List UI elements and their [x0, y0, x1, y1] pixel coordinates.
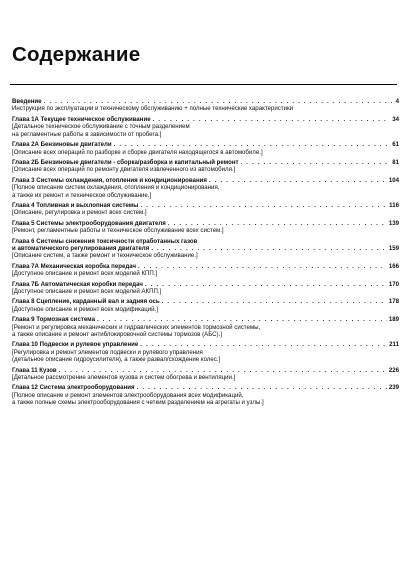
toc-entry-row [12, 367, 399, 374]
toc-entry-row [12, 177, 399, 184]
toc-entry-row [12, 263, 399, 270]
toc-entry[interactable] [12, 316, 399, 338]
toc-entry-description: [Детальное техническое обслуживание с точным разделением [12, 123, 190, 131]
dot-leader [140, 341, 387, 348]
toc-entry-description: [Регулировка и ремонт элементов подвески и рулевого управления [12, 348, 203, 356]
toc-entry-row [12, 281, 399, 288]
toc-page-number: 159 [388, 245, 399, 253]
toc-entry-description: [Описание всех операций по разборке и сборке двигателя находящегося в автомобиле.] [12, 148, 263, 156]
toc-entry-description: а также их ремонт и техническое обслуживание.] [12, 191, 152, 199]
page-title: Содержание [12, 43, 141, 66]
toc-entry-heading: Глава 12 Система электрооборудования [12, 384, 135, 392]
toc-entry-description: [Полное описание систем охлаждения, отопления и кондиционирования, [12, 184, 220, 192]
toc-entry[interactable] [12, 263, 399, 278]
toc-entry-row [12, 159, 399, 166]
toc-entry[interactable] [12, 202, 399, 217]
toc-entry-heading: Глава 7Б Автоматическая коробки передач [12, 280, 143, 288]
toc-entry-heading: Глава 9 Тормозная система [12, 316, 95, 324]
toc-page-number: 34 [392, 116, 399, 124]
toc-entry-description: (детальное описание гидроусилителя), а также развал/схождение колес.] [12, 356, 221, 364]
toc-page-number: 139 [388, 219, 399, 227]
dot-leader [114, 141, 391, 148]
toc-entry-description: а также описание и ремонт антиблокировочной системы тормозов (АБС).] [12, 330, 222, 338]
toc-entry-heading: Глава 7А Механическая коробка передач [12, 262, 137, 270]
toc-entry-description: [Детальное рассмотрение элементов кузова и систем обогрева и вентиляции.] [12, 373, 236, 381]
toc-page-number: 226 [388, 366, 399, 374]
toc-entry-heading: Глава 5 Системы электрооборудования двигателя [12, 219, 166, 227]
toc-entry-description: [Ремонт и регулировка механических и гидравлических элементов тормозной системы, [12, 323, 261, 331]
toc-entry-heading: Глава 8 Сцепление, карданный вал и задняя ось [12, 298, 160, 306]
toc-page-number: 116 [389, 202, 399, 210]
toc-entry-heading: Глава 2А Бензиновые двигатели [12, 141, 112, 149]
toc-page-number: 81 [392, 159, 399, 167]
toc-entry-row [12, 98, 399, 105]
toc-entry-row [12, 298, 399, 305]
dot-leader [59, 367, 387, 374]
title-divider [10, 84, 397, 85]
toc-entry-description: [Описание систем, а также ремонт и техническое обслуживание.] [12, 252, 198, 260]
toc-entry-row [12, 202, 399, 209]
toc-entry[interactable] [12, 298, 399, 313]
toc-entry[interactable] [12, 98, 399, 113]
toc-page-number: 61 [392, 141, 399, 149]
toc-page-number: 211 [389, 341, 399, 349]
toc-entry-description: а также полные схемы электрооборудования с четким разделением на агрегаты и узлы.] [12, 398, 264, 406]
toc-entry-description: [Полное описание и ремонт элементов электрооборудования всех модификаций, [12, 391, 244, 399]
dot-leader [241, 159, 391, 166]
dot-leader [44, 98, 394, 105]
toc-entry-heading: Глава 10 Подвески и рулевое управление [12, 341, 139, 349]
toc-entry-heading: Глава 6 Системы снижения токсичности отработанных газов [12, 237, 198, 245]
dot-leader [145, 281, 387, 288]
toc-entry-heading: Введение [12, 98, 42, 105]
dot-leader [138, 263, 387, 270]
toc-page-number: 170 [388, 280, 399, 288]
toc-page-number: 104 [388, 176, 399, 184]
toc-page-number: 166 [388, 262, 399, 270]
dot-leader [137, 384, 387, 391]
toc-entry-description: [Доступное описание и ремонт всех модификаций.] [12, 305, 158, 313]
toc-entry[interactable] [12, 220, 399, 235]
toc-page-number: 239 [388, 384, 399, 392]
dot-leader [162, 298, 387, 305]
toc-entry[interactable] [12, 238, 399, 260]
dot-leader [153, 116, 391, 123]
toc-entry[interactable] [12, 177, 399, 199]
dot-leader [168, 220, 387, 227]
toc-entry-heading: Глава 4 Топливная и выхлопная системы [12, 202, 139, 210]
toc-entry-row [12, 116, 399, 123]
toc-entry-row [12, 384, 399, 391]
toc-entry-heading: и автоматического регулирования двигателя [12, 245, 150, 253]
toc-entry-row [12, 245, 399, 252]
toc-entry-row [12, 220, 399, 227]
toc-entry-description: [Описание, регулировка и ремонт всех систем.] [12, 209, 147, 217]
toc-entry-heading: Глава 2Б Бензиновые двигатели - сборка/разборка и капитальный ремонт [12, 159, 239, 167]
toc-entry[interactable] [12, 116, 399, 138]
toc-page-number: 4 [395, 98, 399, 105]
dot-leader [209, 177, 387, 184]
toc-entry-description: [Описание всех операций по ремонту двигателя извлеченного из автомобиля.] [12, 166, 236, 174]
toc-entry[interactable] [12, 281, 399, 296]
toc-entry[interactable] [12, 341, 399, 363]
toc-entry[interactable] [12, 367, 399, 382]
toc-entry-description: на регламентные работы в зависимости от пробега.] [12, 130, 162, 138]
toc-entry-heading: Глава 1А Текущее техническое обслуживание [12, 116, 151, 124]
toc-page-number: 189 [388, 316, 399, 324]
dot-leader [140, 202, 387, 209]
dot-leader [151, 245, 387, 252]
toc-entry-heading: Глава 11 Кузов [12, 366, 57, 374]
toc-entry-description: Инструкция по эксплуатации и техническому обслуживанию + полные технические характеристики [12, 105, 294, 113]
toc-entry-heading: Глава 3 Системы охлаждения, отопления и кондиционирования [12, 176, 207, 184]
toc-entry-row [12, 341, 399, 348]
toc-entry-description: [Доступное описание и ремонт всех моделей КПП.] [12, 270, 158, 278]
toc-entry[interactable] [12, 159, 399, 174]
toc-entry[interactable] [12, 384, 399, 406]
toc-entry-description: [Доступное описание и ремонт всех моделей АКПП.] [12, 287, 162, 295]
toc-entry-row [12, 316, 399, 323]
toc-page-number: 178 [388, 298, 399, 306]
toc-entry-description: [Ремонт, регламентные работы и техническое обслуживание всех систем.] [12, 227, 224, 235]
toc-entry-row [12, 141, 399, 148]
toc-entry[interactable] [12, 141, 399, 156]
table-of-contents [12, 98, 399, 409]
dot-leader [97, 316, 387, 323]
